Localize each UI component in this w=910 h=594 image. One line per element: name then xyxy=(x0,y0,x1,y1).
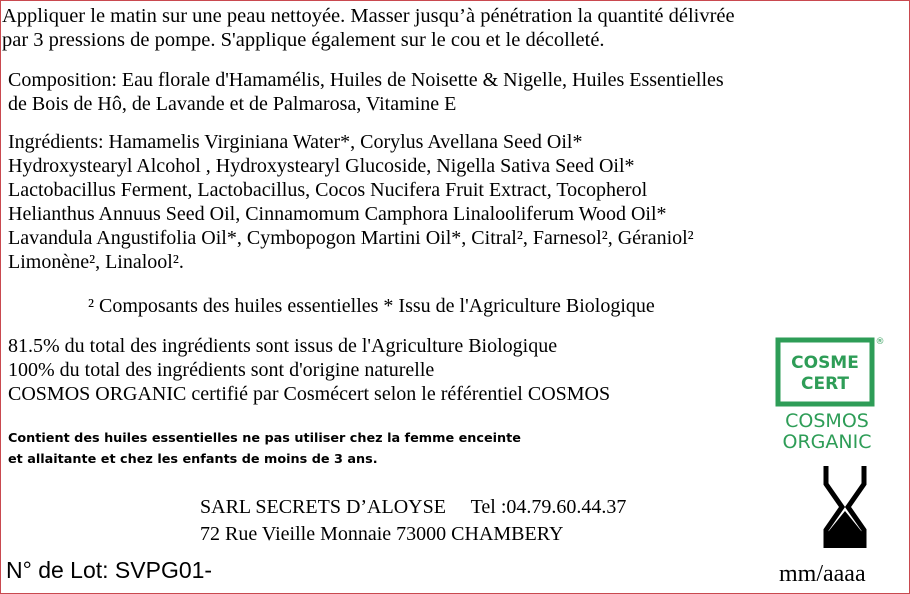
cert-box-line1: COSME xyxy=(791,353,859,373)
usage-instructions xyxy=(2,4,735,52)
cosmos-organic-logo xyxy=(774,336,884,456)
composition-line: de Bois de Hô, de Lavande et de Palmarosa, Vitamine E xyxy=(8,93,457,115)
stat-line: 100% du total des ingrédients sont d'origine naturelle xyxy=(8,359,435,381)
usage-line: Appliquer le matin sur une peau nettoyée. Masser jusqu’à pénétration la quantité délivrée xyxy=(2,5,735,27)
organic-statistics xyxy=(8,334,610,406)
ingredients-line: Limonène², Linalool². xyxy=(8,251,184,273)
warning-line: et allaitante et chez les enfants de moins de 3 ans. xyxy=(8,452,378,467)
composition-line: Composition: Eau florale d'Hamamélis, Huiles de Noisette & Nigelle, Huiles Essentielles xyxy=(8,69,724,91)
ingredients-line: Lactobacillus Ferment, Lactobacillus, Cocos Nucifera Fruit Extract, Tocopherol xyxy=(8,179,648,201)
company-line: SARL SECRETS D’ALOYSE Tel :04.79.60.44.37 xyxy=(200,496,627,518)
warning-line: Contient des huiles essentielles ne pas utiliser chez la femme enceinte xyxy=(8,431,521,446)
ingredients-line: Helianthus Annuus Seed Oil, Cinnamomum Camphora Linalooliferum Wood Oil* xyxy=(8,203,667,225)
ingredients-line: Ingrédients: Hamamelis Virginiana Water*, Corylus Avellana Seed Oil* xyxy=(8,131,583,153)
composition xyxy=(8,68,724,116)
company-address: 72 Rue Vieille Monnaie 73000 CHAMBERY xyxy=(200,523,564,545)
ingredients-line: Lavandula Angustifolia Oil*, Cymbopogon Martini Oil*, Citral², Farnesol², Géraniol² xyxy=(8,227,694,249)
cert-label-line2: ORGANIC xyxy=(782,431,872,453)
hourglass-icon xyxy=(820,462,870,552)
footnote: ² Composants des huiles essentielles * Issu de l'Agriculture Biologique xyxy=(88,295,655,317)
lot-number: N° de Lot: SVPG01- xyxy=(6,557,213,583)
cert-box-line2: CERT xyxy=(800,374,850,394)
safety-warning xyxy=(8,428,521,470)
expiry-date-format: mm/aaaa xyxy=(779,561,866,587)
usage-line: par 3 pressions de pompe. S'applique également sur le cou et le décolleté. xyxy=(2,29,605,51)
ingredients-line: Hydroxystearyl Alcohol , Hydroxystearyl Glucoside, Nigella Sativa Seed Oil* xyxy=(8,155,635,177)
registered-mark: ® xyxy=(875,337,884,347)
stat-line: COSMOS ORGANIC certifié par Cosmécert selon le référentiel COSMOS xyxy=(8,383,611,405)
cert-label-line1: COSMOS xyxy=(785,410,869,432)
company-info xyxy=(200,494,626,548)
stat-line: 81.5% du total des ingrédients sont issus de l'Agriculture Biologique xyxy=(8,335,558,357)
ingredients-list xyxy=(8,130,694,274)
